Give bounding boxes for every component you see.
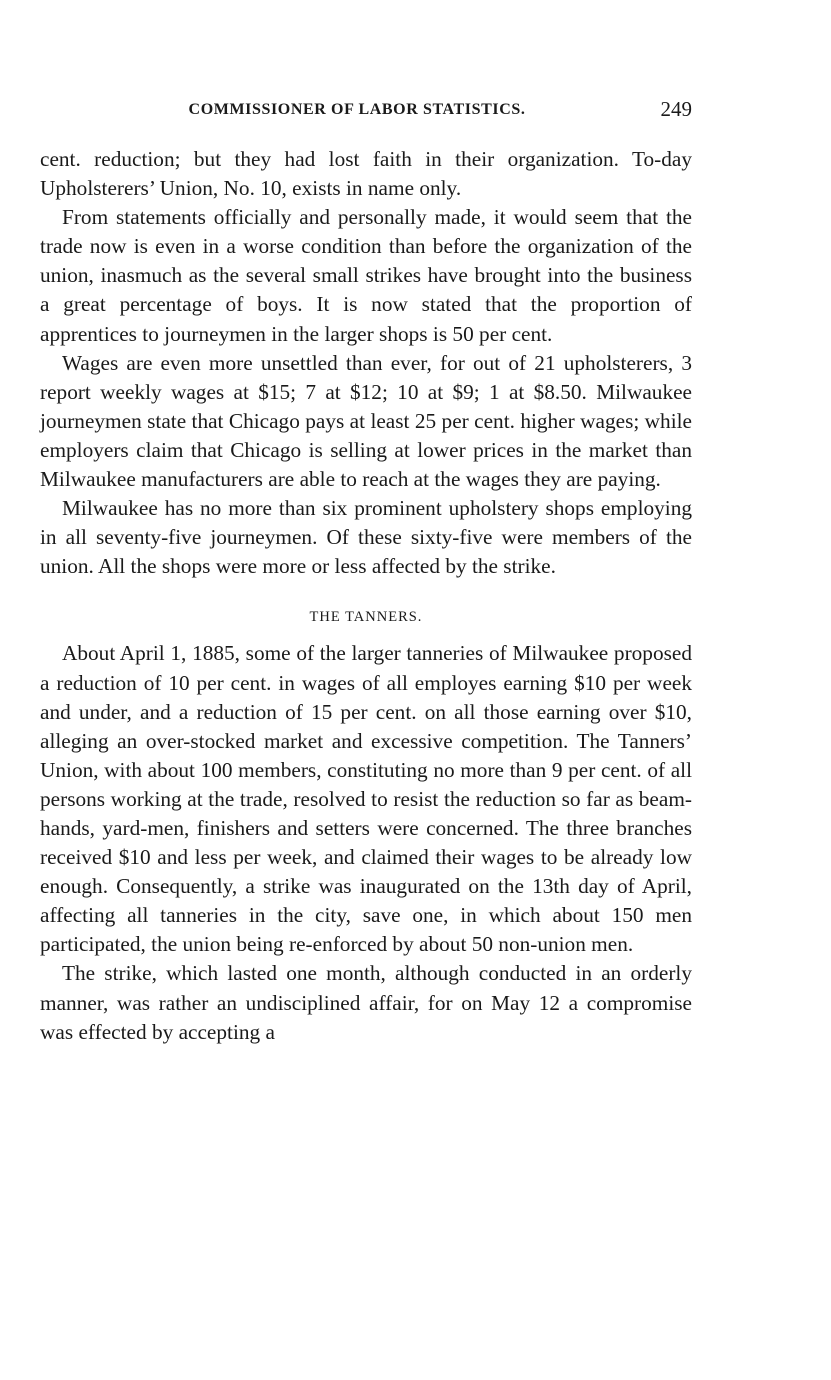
paragraph-shops: Milwaukee has no more than six prominent upholstery shops employing in all seventy-five journeymen. Of these sixty-five were members of the union. All the shops were more or less affected by the strike. bbox=[40, 496, 692, 579]
running-header bbox=[40, 95, 692, 127]
paragraph-continued: cent. reduction; but they had lost faith in their organization. To-day Upholsterers’ Union, No. 10, exists in name only. bbox=[40, 147, 692, 201]
body-text bbox=[40, 145, 692, 1047]
page-header-title: COMMISSIONER OF LABOR STATISTICS. bbox=[188, 101, 526, 118]
paragraph-trade-condition: From statements officially and personally made, it would seem that the trade now is even in a worse condition than before the organization of the union, inasmuch as the several small strikes have brought into the business a great percentage of boys. It is now stated that the proportion of apprentices to journeymen in the larger shops is 50 per cent. bbox=[40, 205, 692, 346]
paragraph-strike-outcome: The strike, which lasted one month, although conducted in an orderly manner, was rather an undisciplined affair, for on May 12 a compromise was effected by accepting a bbox=[40, 961, 692, 1044]
paragraph-wages: Wages are even more unsettled than ever, for out of 21 upholsterers, 3 report weekly wages at $15; 7 at $12; 10 at $9; 1 at $8.50. Milwaukee journeymen state that Chicago pays at least 25 per cent. higher wages; while employers claim that Chicago is selling at lower prices in the market than Milwaukee manufacturers are able to reach at the wages they are paying. bbox=[40, 350, 692, 492]
document-page bbox=[40, 95, 692, 1047]
paragraph-tanners-reduction: About April 1, 1885, some of the larger tanneries of Milwaukee proposed a reduction of 10 per cent. in wages of all employes earning $10 per week and under, and a reduction of 15 per cent. on all those earning over $10, alleging an over-stocked market and excessive competition. The Tanners’ Union, with about 100 members, constituting no more than 9 per cent. of all persons working at the trade, resolved to resist the reduction so far as beam-hands, yard-men, finishers and setters were concerned. The three branches received $10 and less per week, and claimed their wages to be already low enough. Consequently, a strike was inaugurated on the 13th day of April, affecting all tanneries in the city, save one, in which about 150 men participated, the union being re-enforced by about 50 non-union men. bbox=[40, 641, 692, 957]
page-number: 249 bbox=[660, 97, 692, 121]
section-heading: THE TANNERS. bbox=[309, 609, 423, 626]
